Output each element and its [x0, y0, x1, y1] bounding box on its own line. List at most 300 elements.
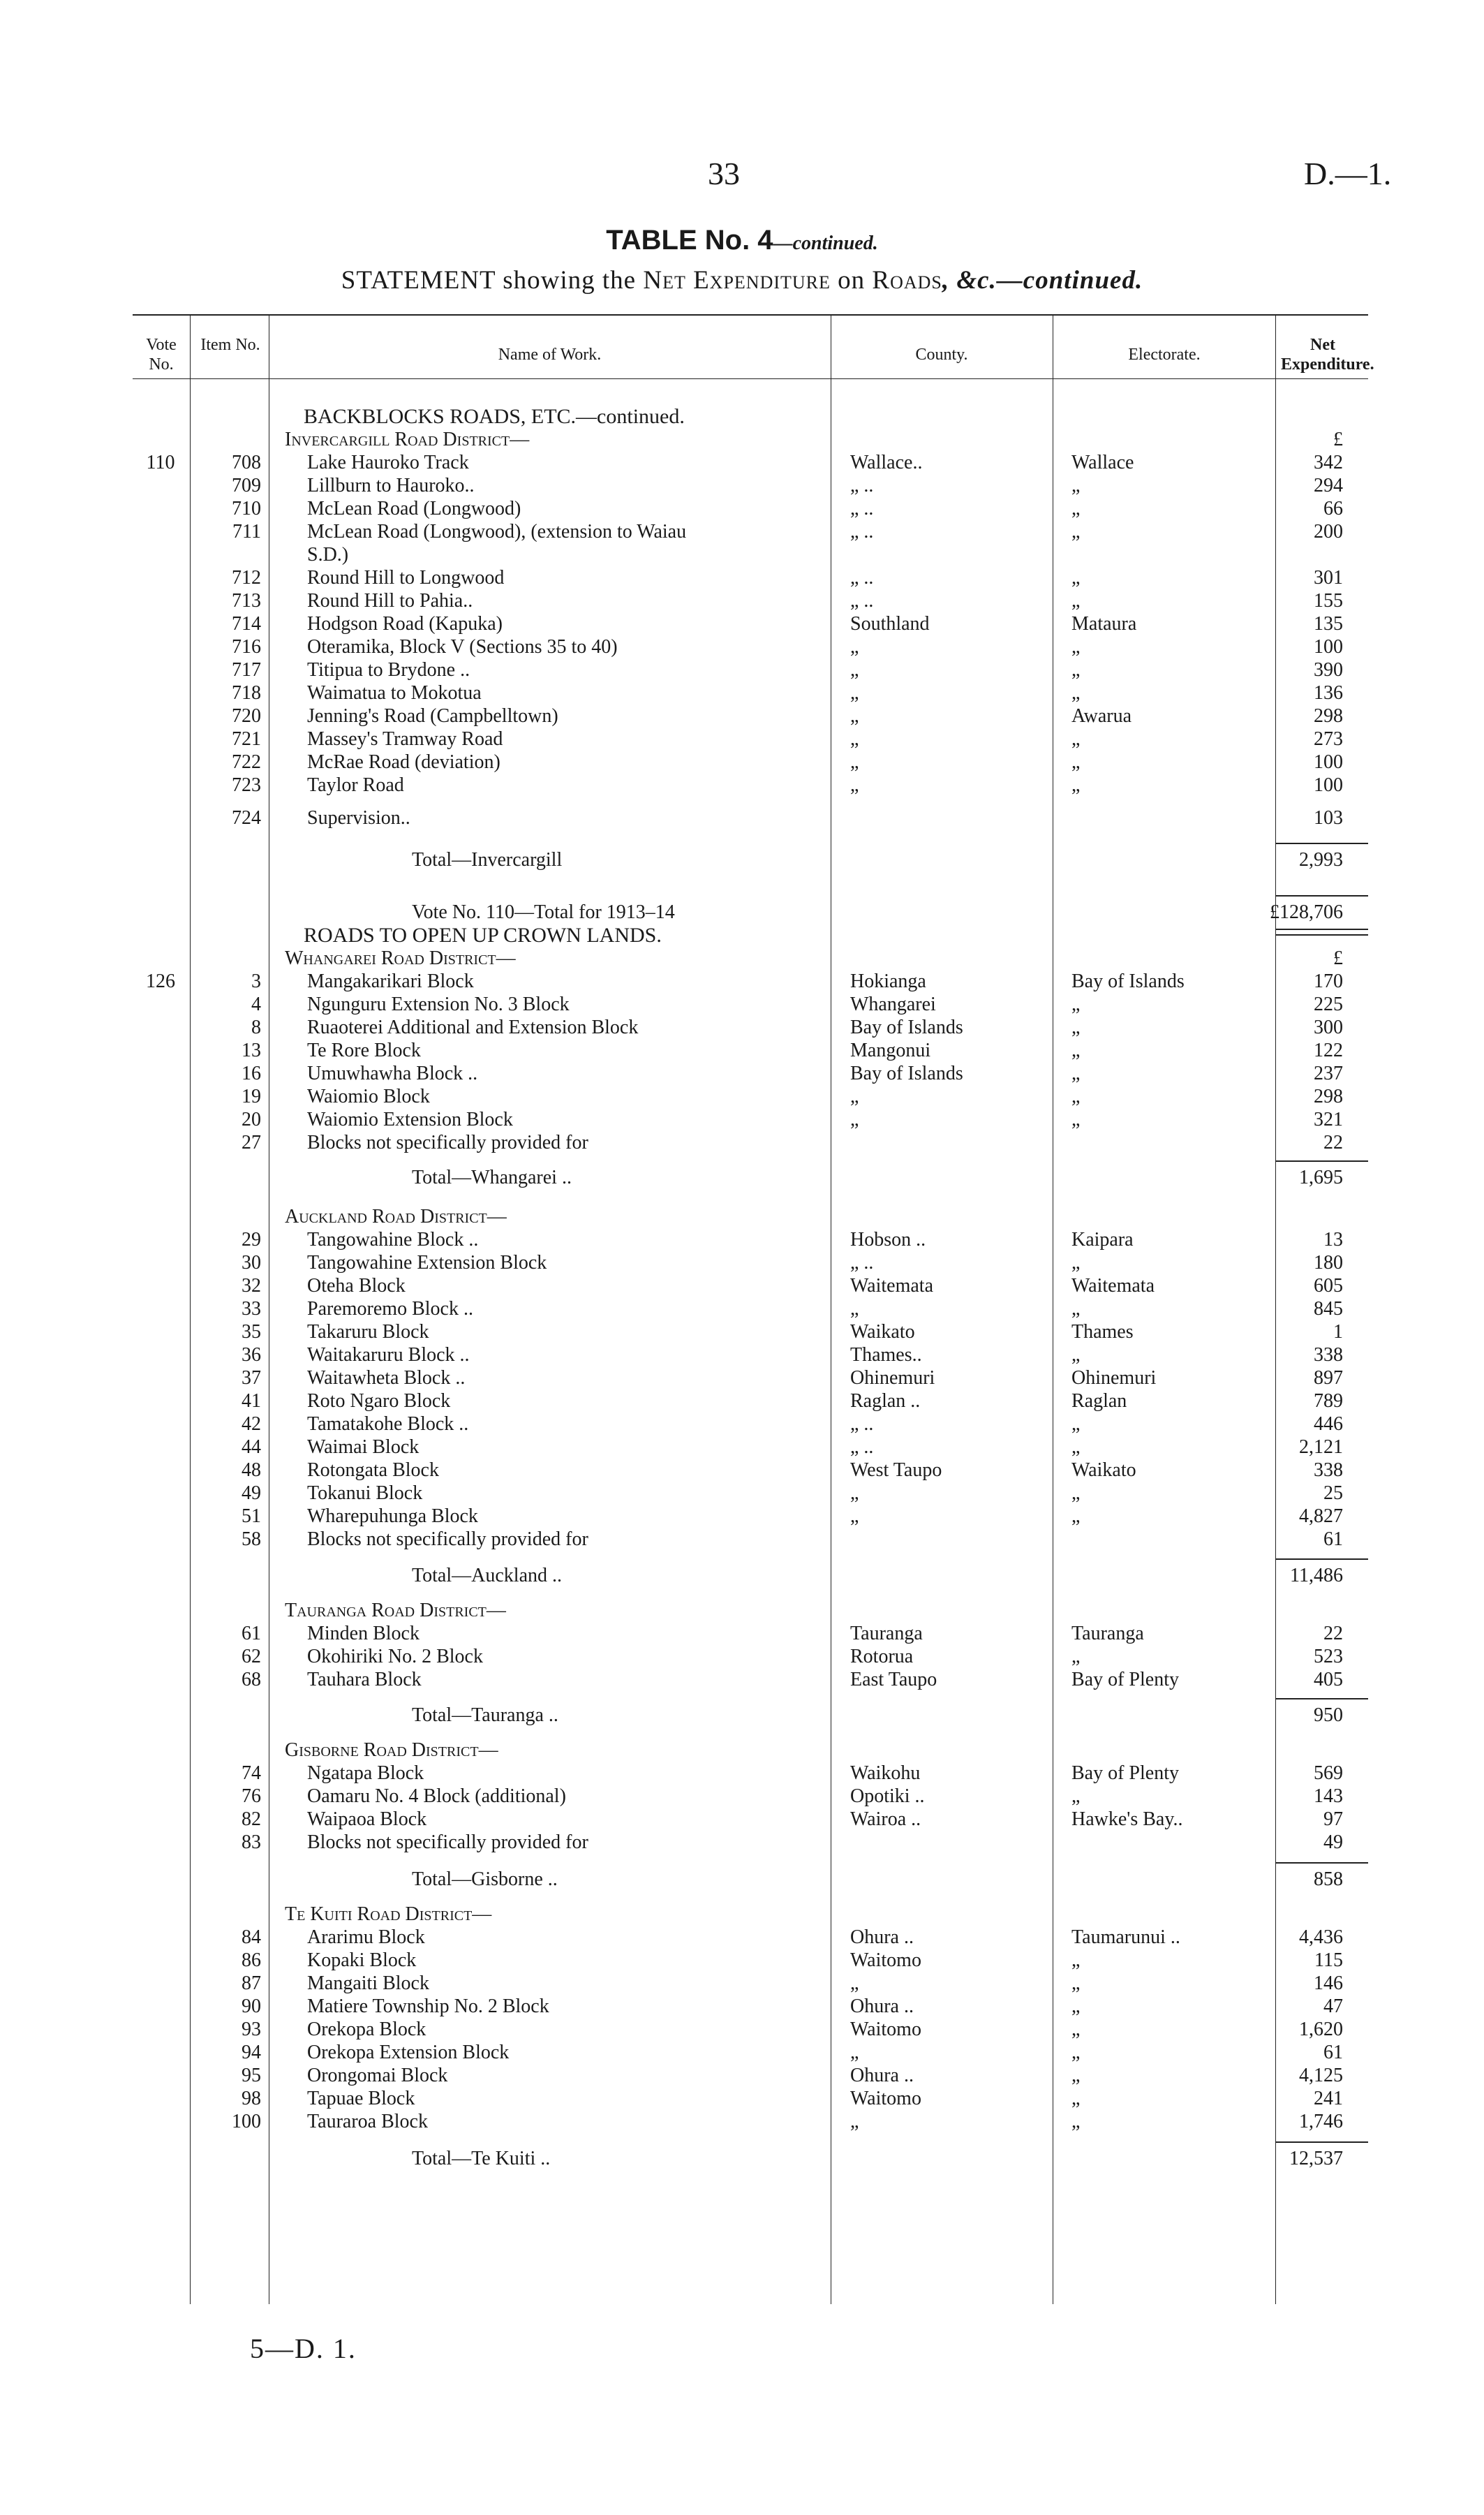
county-name: Waitemata [850, 1275, 934, 1297]
net-expenditure: 605 [1314, 1275, 1343, 1297]
county-name: „ [850, 1972, 859, 1994]
table-row [133, 543, 1368, 566]
county-name: „ [850, 2111, 859, 2132]
table-row [133, 806, 1368, 829]
county-name: Southland [850, 613, 930, 635]
total-label: Total—Invercargill [412, 849, 563, 871]
electorate-name: Raglan [1071, 1390, 1127, 1412]
item-number: 723 [232, 774, 261, 796]
table-row [133, 520, 1368, 543]
item-number: 48 [242, 1459, 261, 1481]
item-number: 713 [232, 590, 261, 612]
work-name-continued: S.D.) [307, 544, 349, 566]
work-name: Orongomai Block [307, 2065, 448, 2086]
item-number: 58 [242, 1528, 261, 1550]
total-label: Total—Te Kuiti .. [412, 2148, 551, 2169]
work-name: Ruaoterei Additional and Extension Block [307, 1017, 639, 1038]
district-heading: Gisborne Road District— [285, 1739, 498, 1761]
county-name: Whangarei [850, 994, 936, 1015]
county-name: Rotorua [850, 1646, 914, 1667]
net-expenditure: 180 [1314, 1252, 1343, 1274]
work-name: Oamaru No. 4 Block (additional) [307, 1785, 566, 1807]
county-name: „ [850, 705, 859, 727]
work-name: Jenning's Road (Campbelltown) [307, 705, 558, 727]
item-number: 4 [251, 994, 261, 1015]
table-row [133, 474, 1368, 497]
district-heading: Te Kuiti Road District— [285, 1903, 492, 1925]
statement-subtitle [0, 265, 1484, 295]
county-name: „ [850, 2042, 859, 2063]
table-row [133, 1995, 1368, 2018]
table-row [133, 1108, 1368, 1131]
table-row [133, 1085, 1368, 1108]
net-expenditure: 100 [1314, 751, 1343, 773]
work-name: Orekopa Block [307, 2019, 426, 2040]
work-name: Minden Block [307, 1623, 420, 1644]
document-reference: D.—1. [1304, 156, 1392, 191]
item-number: 95 [242, 2065, 261, 2086]
electorate-name: Hawke's Bay.. [1071, 1808, 1183, 1830]
item-number: 716 [232, 636, 261, 658]
county-name: „ .. [850, 1436, 874, 1458]
table-row [133, 1785, 1368, 1808]
electorate-name: „ [1071, 751, 1081, 773]
electorate-name: „ [1071, 567, 1081, 589]
item-number: 86 [242, 1949, 261, 1971]
electorate-name: „ [1071, 1298, 1081, 1320]
county-name: Bay of Islands [850, 1063, 963, 1084]
net-expenditure: 338 [1314, 1344, 1343, 1366]
net-expenditure: 789 [1314, 1390, 1343, 1412]
table-row [133, 1228, 1368, 1251]
county-name: Thames.. [850, 1344, 922, 1366]
electorate-name: „ [1071, 590, 1081, 612]
subtitle-lead: STATEMENT showing the [341, 266, 644, 295]
table-row [133, 1320, 1368, 1343]
electorate-name: „ [1071, 774, 1081, 796]
table-row [133, 405, 1368, 428]
item-number: 74 [242, 1762, 261, 1784]
electorate-name: Bay of Islands [1071, 971, 1185, 992]
table-title-main: TABLE No. 4 [606, 225, 773, 256]
electorate-name: „ [1071, 994, 1081, 1015]
net-expenditure: 47 [1323, 1996, 1343, 2017]
work-name: Oteramika, Block V (Sections 35 to 40) [307, 636, 618, 658]
item-number: 62 [242, 1646, 261, 1667]
table-row [133, 1343, 1368, 1366]
work-name: Roto Ngaro Block [307, 1390, 451, 1412]
county-name: „ [850, 1298, 859, 1320]
net-expenditure: 300 [1314, 1017, 1343, 1038]
county-name: „ .. [850, 567, 874, 589]
electorate-name: Wallace [1071, 452, 1134, 473]
work-name: Waitakaruru Block .. [307, 1344, 470, 1366]
county-name: East Taupo [850, 1669, 937, 1690]
total-label: Total—Whangarei .. [412, 1167, 572, 1188]
work-name: Lillburn to Hauroko.. [307, 475, 475, 496]
work-name: Takaruru Block [307, 1321, 429, 1343]
net-expenditure: 103 [1314, 807, 1343, 829]
work-name: Ngatapa Block [307, 1762, 424, 1784]
county-name: Waikato [850, 1321, 915, 1343]
net-expenditure: 2,121 [1299, 1436, 1343, 1458]
net-expenditure: 298 [1314, 705, 1343, 727]
county-name: Hobson .. [850, 1229, 926, 1251]
electorate-name: Bay of Plenty [1071, 1669, 1179, 1690]
net-expenditure: 49 [1323, 1831, 1343, 1853]
county-name: „ .. [850, 498, 874, 519]
table-row [133, 428, 1368, 451]
table-row [133, 1972, 1368, 1995]
total-label: Total—Tauranga .. [412, 1704, 558, 1726]
item-number: 33 [242, 1298, 261, 1320]
item-number: 41 [242, 1390, 261, 1412]
electorate-name: Waitemata [1071, 1275, 1155, 1297]
net-expenditure: 523 [1314, 1646, 1343, 1667]
page-number: 33 [708, 156, 740, 191]
total-rule [1276, 1698, 1368, 1699]
item-number: 94 [242, 2042, 261, 2063]
total-rule [1276, 2141, 1368, 2143]
work-name: Blocks not specifically provided for [307, 1528, 588, 1550]
table-row [133, 1166, 1368, 1189]
item-number: 93 [242, 2019, 261, 2040]
header-vote: Vote No. [146, 336, 177, 374]
table-row [133, 2064, 1368, 2087]
table-row [133, 705, 1368, 728]
electorate-name: „ [1071, 1972, 1081, 1994]
work-name: Round Hill to Pahia.. [307, 590, 473, 612]
electorate-name: Tauranga [1071, 1623, 1144, 1644]
net-expenditure: 321 [1314, 1109, 1343, 1130]
table-row [133, 1016, 1368, 1039]
section-heading: ROADS TO OPEN UP CROWN LANDS. [304, 924, 662, 947]
electorate-name: „ [1071, 2088, 1081, 2109]
table-row [133, 1668, 1368, 1691]
work-name: Kopaki Block [307, 1949, 417, 1971]
table-row [133, 681, 1368, 705]
work-name: Titipua to Brydone .. [307, 659, 470, 681]
county-name: Mangonui [850, 1040, 931, 1061]
item-number: 3 [251, 971, 261, 992]
item-number: 32 [242, 1275, 261, 1297]
table-row [133, 1528, 1368, 1551]
item-number: 51 [242, 1505, 261, 1527]
work-name: Wharepuhunga Block [307, 1505, 478, 1527]
item-number: 29 [242, 1229, 261, 1251]
electorate-name: Mataura [1071, 613, 1137, 635]
table-row [133, 497, 1368, 520]
county-name: Hokianga [850, 971, 926, 992]
work-name: Tamatakohe Block .. [307, 1413, 469, 1435]
electorate-name: Kaipara [1071, 1229, 1134, 1251]
county-name: Waitomo [850, 1949, 921, 1971]
work-name: Okohiriki No. 2 Block [307, 1646, 483, 1667]
work-name: Tauraroa Block [307, 2111, 428, 2132]
item-number: 30 [242, 1252, 261, 1274]
net-expenditure: 97 [1323, 1808, 1343, 1830]
electorate-name: „ [1071, 1413, 1081, 1435]
item-number: 37 [242, 1367, 261, 1389]
table-title [0, 223, 1484, 256]
table-row [133, 1808, 1368, 1831]
currency-symbol: £ [1333, 429, 1343, 450]
item-number: 720 [232, 705, 261, 727]
table-row [133, 1366, 1368, 1389]
work-name: Supervision.. [307, 807, 410, 829]
county-name: „ .. [850, 521, 874, 543]
table-row [133, 566, 1368, 589]
total-amount: 1,695 [1299, 1167, 1343, 1188]
item-number: 90 [242, 1996, 261, 2017]
table-row [133, 1062, 1368, 1085]
vote-number: 126 [146, 971, 175, 992]
item-number: 61 [242, 1623, 261, 1644]
table-row [133, 848, 1368, 871]
header-electorate: Electorate. [1128, 346, 1201, 364]
net-expenditure: 225 [1314, 994, 1343, 1015]
net-expenditure: 4,827 [1299, 1505, 1343, 1527]
electorate-name: „ [1071, 659, 1081, 681]
total-amount: 950 [1314, 1704, 1343, 1726]
net-expenditure: 294 [1314, 475, 1343, 496]
subtitle-caps: Net Expenditure [643, 266, 831, 295]
electorate-name: Thames [1071, 1321, 1134, 1343]
header-county: County. [915, 346, 968, 364]
work-name: Waimai Block [307, 1436, 420, 1458]
item-number: 84 [242, 1926, 261, 1948]
net-expenditure: 301 [1314, 567, 1343, 589]
county-name: Wallace.. [850, 452, 923, 473]
item-number: 19 [242, 1086, 261, 1107]
expenditure-table [133, 314, 1374, 2304]
table-row [133, 1926, 1368, 1949]
work-name: Waiomio Block [307, 1086, 430, 1107]
work-name: Te Rore Block [307, 1040, 421, 1061]
table-row [133, 728, 1368, 751]
work-name: Tapuae Block [307, 2088, 415, 2109]
electorate-name: Ohinemuri [1071, 1367, 1157, 1389]
net-expenditure: 1 [1333, 1321, 1343, 1343]
work-name: Waiomio Extension Block [307, 1109, 513, 1130]
net-expenditure: 115 [1314, 1949, 1343, 1971]
net-expenditure: 237 [1314, 1063, 1343, 1084]
net-expenditure: 155 [1314, 590, 1343, 612]
table-row [133, 635, 1368, 658]
table-row [133, 1482, 1368, 1505]
table-row [133, 2147, 1368, 2170]
net-expenditure: 1,746 [1299, 2111, 1343, 2132]
net-expenditure: 61 [1323, 1528, 1343, 1550]
item-number: 708 [232, 452, 261, 473]
table-row [133, 947, 1368, 970]
table-row [133, 1739, 1368, 1762]
net-expenditure: 1,620 [1299, 2019, 1343, 2040]
item-number: 36 [242, 1344, 261, 1366]
county-name: „ [850, 1505, 859, 1527]
table-row [133, 1903, 1368, 1926]
total-amount: 11,486 [1290, 1565, 1343, 1586]
table-row [133, 1131, 1368, 1154]
net-expenditure: 342 [1314, 452, 1343, 473]
total-amount: 2,993 [1299, 849, 1343, 871]
county-name: West Taupo [850, 1459, 942, 1481]
item-number: 709 [232, 475, 261, 496]
table-row [133, 2018, 1368, 2041]
table-row [133, 993, 1368, 1016]
electorate-name: „ [1071, 2042, 1081, 2063]
item-number: 42 [242, 1413, 261, 1435]
table-row [133, 589, 1368, 612]
item-number: 44 [242, 1436, 261, 1458]
item-number: 35 [242, 1321, 261, 1343]
net-expenditure: 897 [1314, 1367, 1343, 1389]
total-label: Total—Auckland .. [412, 1565, 562, 1586]
table-row [133, 1389, 1368, 1413]
net-expenditure: 200 [1314, 521, 1343, 543]
work-name: Massey's Tramway Road [307, 728, 503, 750]
county-name: Ohura .. [850, 1996, 914, 2017]
item-number: 717 [232, 659, 261, 681]
county-name: „ .. [850, 1252, 874, 1274]
item-number: 712 [232, 567, 261, 589]
county-name: „ [850, 728, 859, 750]
item-number: 710 [232, 498, 261, 519]
total-rule [1276, 843, 1368, 844]
item-number: 100 [232, 2111, 261, 2132]
electorate-name: „ [1071, 1252, 1081, 1274]
county-name: „ [850, 682, 859, 704]
table-row [133, 901, 1368, 924]
district-heading: Tauranga Road District— [285, 1600, 506, 1621]
item-number: 13 [242, 1040, 261, 1061]
electorate-name: „ [1071, 498, 1081, 519]
subtitle-tail: , &c.—continued. [942, 266, 1143, 295]
county-name: „ [850, 659, 859, 681]
electorate-name: „ [1071, 1017, 1081, 1038]
table-row [133, 1413, 1368, 1436]
table-row [133, 1251, 1368, 1274]
table-row [133, 1831, 1368, 1854]
currency-symbol: £ [1333, 947, 1343, 969]
net-expenditure: 66 [1323, 498, 1343, 519]
electorate-name: „ [1071, 1996, 1081, 2017]
work-name: Blocks not specifically provided for [307, 1132, 588, 1153]
electorate-name: „ [1071, 1482, 1081, 1504]
total-rule [1276, 1862, 1368, 1864]
county-name: Bay of Islands [850, 1017, 963, 1038]
work-name: Tangowahine Block .. [307, 1229, 479, 1251]
header-net-expenditure: Net Expenditure. [1281, 336, 1374, 374]
net-expenditure: 273 [1314, 728, 1343, 750]
net-expenditure: 61 [1323, 2042, 1343, 2063]
electorate-name: „ [1071, 1109, 1081, 1130]
work-name: Tangowahine Extension Block [307, 1252, 547, 1274]
net-expenditure: 4,436 [1299, 1926, 1343, 1948]
work-name: Umuwhawha Block .. [307, 1063, 478, 1084]
electorate-name: Waikato [1071, 1459, 1136, 1481]
item-number: 721 [232, 728, 261, 750]
electorate-name: „ [1071, 728, 1081, 750]
net-expenditure: 241 [1314, 2088, 1343, 2109]
work-name: Mangakarikari Block [307, 971, 474, 992]
item-number: 82 [242, 1808, 261, 1830]
net-expenditure: 13 [1323, 1229, 1343, 1251]
table-row [133, 451, 1368, 474]
work-name: Waitawheta Block .. [307, 1367, 466, 1389]
county-name: „ [850, 1482, 859, 1504]
net-expenditure: 845 [1314, 1298, 1343, 1320]
vote-number: 110 [146, 452, 175, 473]
electorate-name: „ [1071, 1436, 1081, 1458]
table-top-rule [133, 314, 1368, 316]
electorate-name: „ [1071, 1086, 1081, 1107]
county-name: „ .. [850, 475, 874, 496]
net-expenditure: 4,125 [1299, 2065, 1343, 2086]
table-row [133, 1645, 1368, 1668]
work-name: Matiere Township No. 2 Block [307, 1996, 549, 2017]
electorate-name: „ [1071, 1040, 1081, 1061]
item-number: 20 [242, 1109, 261, 1130]
work-name: Waimatua to Mokotua [307, 682, 482, 704]
work-name: Tauhara Block [307, 1669, 422, 1690]
net-expenditure: 446 [1314, 1413, 1343, 1435]
county-name: „ .. [850, 1413, 874, 1435]
electorate-name: „ [1071, 475, 1081, 496]
county-name: „ [850, 1109, 859, 1130]
vote-total-double-rule [1276, 929, 1368, 936]
net-expenditure: 146 [1314, 1972, 1343, 1994]
work-name: Taylor Road [307, 774, 404, 796]
work-name: Oteha Block [307, 1275, 406, 1297]
item-number: 722 [232, 751, 261, 773]
district-heading: Auckland Road District— [285, 1206, 507, 1227]
table-row [133, 2110, 1368, 2133]
item-number: 711 [232, 521, 261, 543]
item-number: 8 [251, 1017, 261, 1038]
work-name: Lake Hauroko Track [307, 452, 469, 473]
work-name: Hodgson Road (Kapuka) [307, 613, 503, 635]
net-expenditure: 100 [1314, 774, 1343, 796]
header-name: Name of Work. [498, 346, 602, 364]
work-name: Paremoremo Block .. [307, 1298, 473, 1320]
table-row [133, 751, 1368, 774]
county-name: Opotiki .. [850, 1785, 925, 1807]
total-rule [1276, 1558, 1368, 1560]
net-expenditure: 405 [1314, 1669, 1343, 1690]
table-row [133, 612, 1368, 635]
item-number: 83 [242, 1831, 261, 1853]
net-expenditure: 390 [1314, 659, 1343, 681]
table-row [133, 1599, 1368, 1622]
table-title-suffix: —continued. [773, 233, 878, 254]
table-row [133, 1205, 1368, 1228]
electorate-name: Bay of Plenty [1071, 1762, 1179, 1784]
table-row [133, 1274, 1368, 1297]
work-name: Orekopa Extension Block [307, 2042, 510, 2063]
table-row [133, 1622, 1368, 1645]
county-name: Raglan .. [850, 1390, 921, 1412]
item-number: 724 [232, 807, 261, 829]
total-rule [1276, 895, 1368, 897]
total-label: Vote No. 110—Total for 1913–14 [412, 901, 675, 923]
electorate-name: „ [1071, 521, 1081, 543]
net-expenditure: 143 [1314, 1785, 1343, 1807]
county-name: Waitomo [850, 2019, 921, 2040]
work-name: Ararimu Block [307, 1926, 425, 1948]
electorate-name: „ [1071, 682, 1081, 704]
electorate-name: „ [1071, 1063, 1081, 1084]
